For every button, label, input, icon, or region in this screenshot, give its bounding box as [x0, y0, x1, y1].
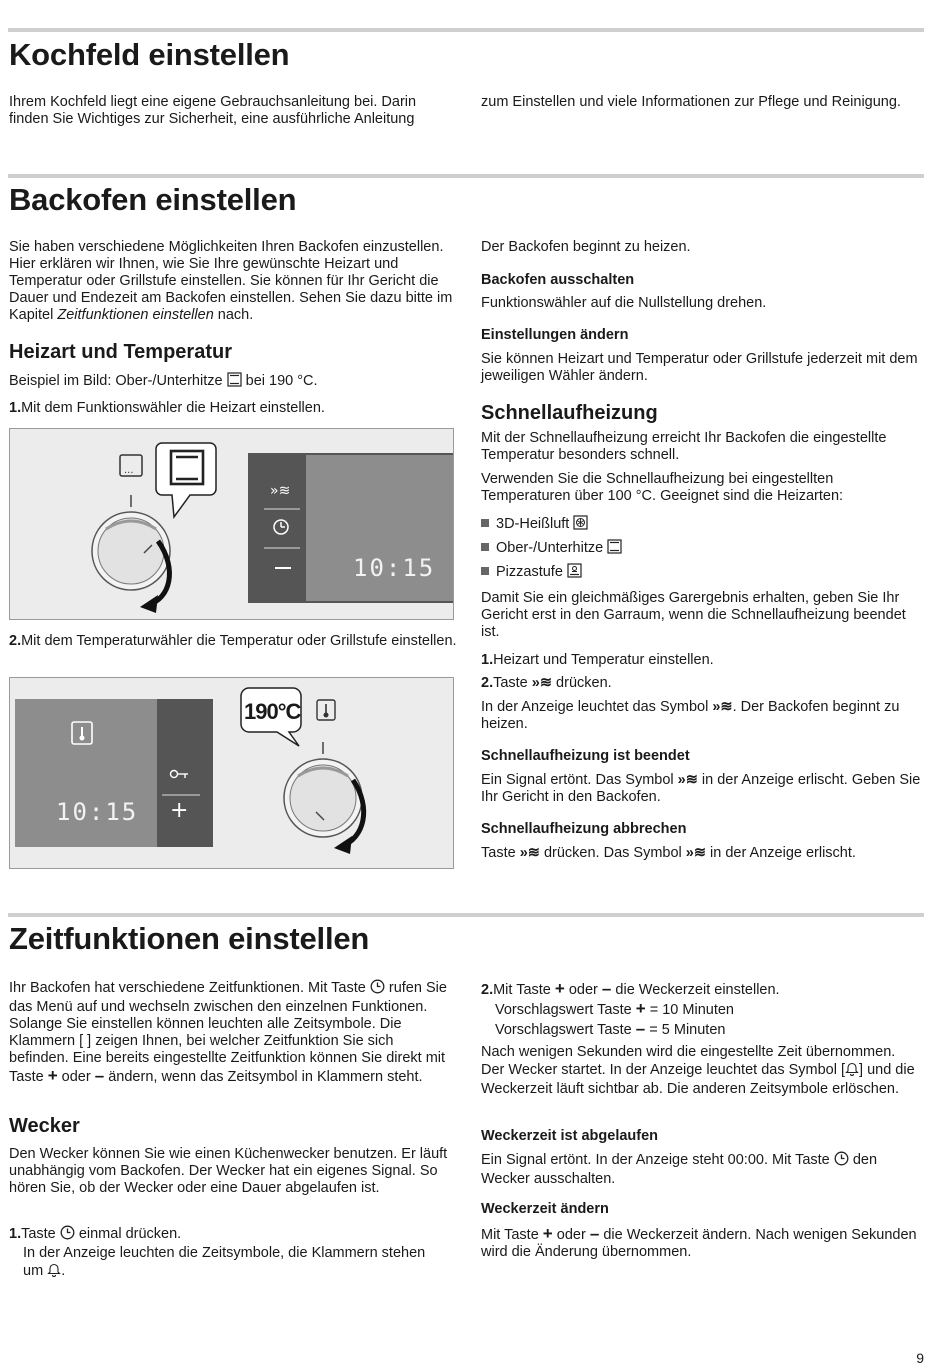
step-text: die Weckerzeit einstellen.	[615, 982, 780, 998]
step-number: 1.	[9, 400, 22, 416]
step-number: 2.	[9, 633, 22, 649]
heading-backofen-ausschalten: Backofen ausschalten	[481, 272, 635, 288]
figure-temperature-selector-drawing	[10, 678, 453, 868]
backofen-heats: Der Backofen beginnt zu heizen.	[481, 239, 691, 255]
schnellaufheizung-icon: »≋	[677, 772, 698, 788]
expired-text	[481, 1151, 921, 1188]
text: in der Anzeige erlischt. Geben Sie Ihr Gericht in den Backofen.	[481, 772, 921, 805]
plus-icon: +	[635, 999, 646, 1018]
bullet	[481, 567, 489, 575]
step-text: Mit Taste	[493, 982, 551, 998]
page-number: 9	[916, 1350, 924, 1366]
pizzastufe-icon	[567, 563, 582, 583]
intro-chapter-ref: Zeitfunktionen einstellen	[57, 307, 214, 323]
text: Ein Signal ertönt. In der Anzeige steht 00:00. Mit Taste	[481, 1152, 830, 1168]
wecker-p1: Den Wecker können Sie wie einen Küchenwecker benutzen. Er läuft unabhängig vom Backofen. Der Wecker hat ein eigenes Signal. So hören Sie, ob der Wecker oder eine Dauer abgelaufen ist.	[9, 1146, 448, 1196]
text: ] und die Weckerzeit läuft sichtbar ab. Die anderen Zeitsymbole erlöschen.	[481, 1062, 915, 1097]
text: .	[61, 1263, 66, 1279]
text: . Der Backofen beginnt zu heizen.	[481, 699, 900, 732]
text: die Weckerzeit ändern. Nach wenigen Sekunden wird die Änderung übernommen.	[481, 1227, 917, 1260]
step-text: Taste	[21, 1226, 56, 1242]
heizart-example	[9, 372, 318, 392]
change-text: Sie können Heizart und Temperatur oder Grillstufe jederzeit mit dem jeweiligen Wähler ändern.	[481, 351, 918, 384]
schnell-p2: Verwenden Sie die Schnellaufheizung bei eingestellten Temperaturen über 100 °C. Geeignet sind die Heizarten:	[481, 471, 844, 504]
text: drücken. Das Symbol	[543, 845, 682, 861]
text: Ihr Backofen hat verschiedene Zeitfunktionen. Mit Taste	[9, 980, 366, 996]
text: = 10 Minuten	[649, 1002, 734, 1018]
intro-end: nach.	[213, 307, 254, 323]
section-rule	[8, 174, 924, 178]
example-temp: bei 190 °C.	[245, 373, 318, 389]
schnell-p3: Damit Sie ein gleichmäßiges Garergebnis erhalten, geben Sie Ihr Gericht erst in den Garraum, wenn die Schnellaufheizung beendet ist.	[481, 590, 906, 640]
plus-icon: +	[554, 979, 565, 998]
svg-text:»≋: »≋	[270, 483, 291, 499]
figure-function-selector	[9, 428, 454, 620]
schnell-p4	[481, 699, 921, 733]
minus-icon: –	[589, 1224, 600, 1243]
schnell-end-text	[481, 772, 921, 806]
text: in der Anzeige erlischt.	[710, 845, 856, 861]
heading-schnellaufheizung: Schnellaufheizung	[481, 402, 658, 424]
kochfeld-text-left: Ihrem Kochfeld liegt eine eigene Gebrauchsanleitung bei. Darin finden Sie Wichtiges zur Sicherheit, eine ausführliche Anleitung	[9, 94, 417, 127]
text: oder	[556, 1227, 586, 1243]
plus-icon: +	[542, 1224, 553, 1243]
plus-icon: +	[47, 1066, 58, 1085]
heading-weckerzeit-aendern: Weckerzeit ändern	[481, 1201, 609, 1217]
step-text: oder	[568, 982, 598, 998]
wecker-right-p1	[481, 1044, 921, 1098]
kochfeld-text-right: zum Einstellen und viele Informationen zur Pflege und Reinigung.	[481, 94, 901, 110]
ober-unterhitze-icon	[227, 372, 242, 392]
heizart-step1	[9, 400, 325, 417]
heading-heizart: Heizart und Temperatur	[9, 341, 232, 363]
minus-icon: –	[601, 979, 612, 998]
schnell-step2	[481, 675, 612, 692]
text: Ein Signal ertönt. Das Symbol	[481, 772, 674, 788]
list-item	[481, 563, 582, 583]
wecker-step2	[481, 980, 780, 999]
schnell-abort-text	[481, 845, 921, 862]
step-text: Taste	[493, 675, 528, 691]
example-text: Beispiel im Bild: Ober-/Unterhitze	[9, 373, 223, 389]
schnellaufheizung-icon: »≋	[519, 845, 540, 861]
schnellaufheizung-icon: »≋	[712, 699, 733, 715]
schnell-step1	[481, 652, 714, 669]
bullet	[481, 543, 489, 551]
step-number: 1.	[9, 1226, 22, 1242]
text: ändern, wenn das Zeitsymbol in Klammern steht.	[108, 1069, 423, 1085]
change-wecker-text	[481, 1225, 921, 1261]
text: Vorschlagswert Taste	[495, 1022, 632, 1038]
step-text: Mit dem Funktionswähler die Heizart einstellen.	[21, 400, 325, 416]
clock-icon	[834, 1151, 849, 1171]
schnellaufheizung-icon: »≋	[685, 845, 707, 861]
display-time: 10:15	[353, 554, 436, 582]
list-item-label: Pizzastufe	[496, 564, 563, 580]
heading-wecker: Wecker	[9, 1115, 80, 1137]
list-item	[481, 539, 622, 559]
wecker-step1	[9, 1225, 181, 1245]
text: den Wecker ausschalten.	[481, 1152, 878, 1187]
text: rufen Sie das Menü auf und wechseln zwischen den einzelnen Funktionen. Solange Sie einstellen können leuchten alle Zeitsymbole. Die Klammern [ ] zeigen Ihnen, bei welcher Zeitfunktion Sie sich befinden. Eine bereits eingestellte Zeitfunktion können Sie direkt mit Taste	[9, 980, 447, 1085]
display-time: 10:15	[56, 798, 139, 826]
minus-icon: –	[94, 1066, 105, 1085]
default-value-minus	[495, 1020, 725, 1039]
minus-icon: –	[635, 1019, 646, 1038]
default-value-plus	[495, 1000, 734, 1019]
schnellaufheizung-icon: »≋	[531, 675, 553, 691]
bullet	[481, 519, 489, 527]
clock-icon	[370, 979, 385, 999]
wecker-step1-sub	[23, 1245, 448, 1282]
figure-temperature-selector	[9, 677, 454, 869]
step-number: 2.	[481, 982, 494, 998]
heizart-step2	[9, 633, 457, 650]
step-text: Heizart und Temperatur einstellen.	[493, 652, 714, 668]
section-title-zeitfunktionen: Zeitfunktionen einstellen	[9, 921, 370, 956]
text: In der Anzeige leuchtet das Symbol	[481, 699, 709, 715]
bell-icon	[845, 1061, 859, 1081]
text: Mit Taste	[481, 1227, 539, 1243]
step-text: einmal drücken.	[78, 1226, 182, 1242]
backofen-intro	[9, 239, 457, 324]
section-title-kochfeld: Kochfeld einstellen	[9, 37, 290, 72]
3d-heissluft-icon	[573, 515, 588, 535]
list-item-label: 3D-Heißluft	[496, 516, 570, 532]
temp-callout-value: 190°C	[244, 699, 301, 724]
heading-schnell-abbrechen: Schnellaufheizung abbrechen	[481, 821, 687, 837]
zeit-intro	[9, 979, 449, 1086]
text: Taste	[481, 845, 516, 861]
svg-text:...: ...	[124, 465, 134, 476]
text: = 5 Minuten	[649, 1022, 726, 1038]
section-title-backofen: Backofen einstellen	[9, 182, 297, 217]
clock-icon	[60, 1225, 75, 1245]
heading-weckerzeit-abgelaufen: Weckerzeit ist abgelaufen	[481, 1128, 659, 1144]
ober-unterhitze-icon	[607, 539, 622, 559]
text: In der Anzeige leuchten die Zeitsymbole, die Klammern stehen um	[23, 1245, 426, 1279]
section-rule	[8, 28, 924, 32]
step-number: 2.	[481, 675, 494, 691]
list-item	[481, 515, 588, 535]
off-text: Funktionswähler auf die Nullstellung drehen.	[481, 295, 767, 311]
plus-icon: +	[170, 798, 189, 823]
heading-schnell-beendet: Schnellaufheizung ist beendet	[481, 748, 690, 764]
intro-text: Sie haben verschiedene Möglichkeiten Ihren Backofen einzustellen. Hier erklären wir Ihnen, wie Sie Ihre gewünschte Heizart und Temperatur oder Grillstufe einstellen. Sie können für Ihr Gericht die Dauer und Endezeit am Backofen einstellen. Sehen Sie dazu bitte im Kapitel	[9, 239, 453, 323]
list-item-label: Ober-/Unterhitze	[496, 540, 604, 556]
text: Vorschlagswert Taste	[495, 1002, 632, 1018]
figure-function-selector-drawing	[10, 429, 453, 619]
heading-einstellungen-aendern: Einstellungen ändern	[481, 327, 629, 343]
step-text: Mit dem Temperaturwähler die Temperatur oder Grillstufe einstellen.	[21, 633, 457, 649]
text: Nach wenigen Sekunden wird die eingestellte Zeit übernommen. Der Wecker startet. In der Anzeige leuchtet das Symbol [	[481, 1044, 896, 1078]
bell-icon	[47, 1262, 61, 1282]
section-rule	[8, 913, 924, 917]
text: oder	[61, 1069, 91, 1085]
step-text: drücken.	[556, 675, 612, 691]
step-number: 1.	[481, 652, 494, 668]
schnell-p1: Mit der Schnellaufheizung erreicht Ihr Backofen die eingestellte Temperatur besonders schnell.	[481, 430, 887, 463]
